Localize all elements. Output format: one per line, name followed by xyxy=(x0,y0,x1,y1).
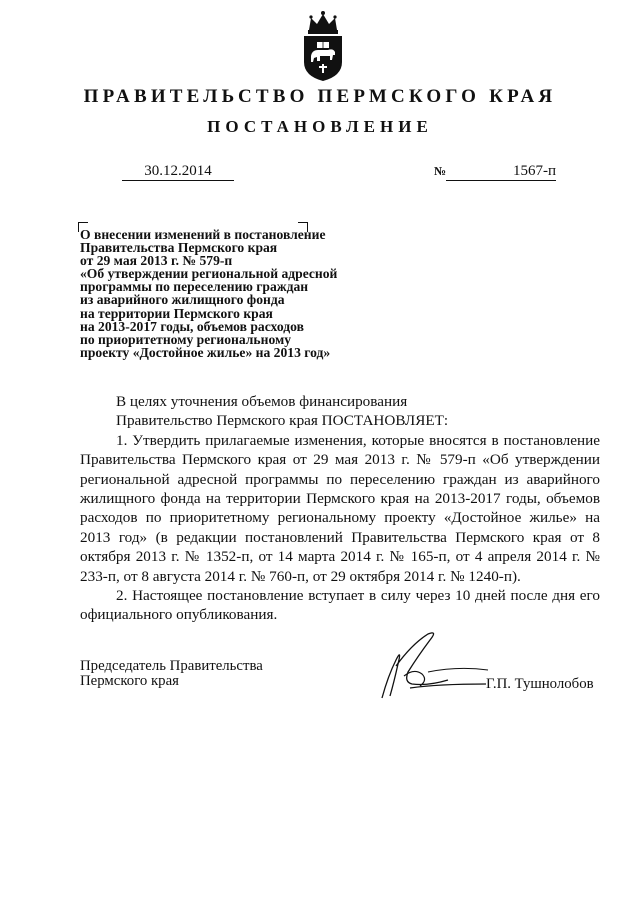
intro-line-1: В целях уточнения объемов финансирования xyxy=(116,393,408,410)
resolution-item-2: 2. Настоящее постановление вступает в силу через 10 дней после дня его официального опубликования. xyxy=(80,587,600,624)
document-body xyxy=(80,392,600,625)
number-sign: № xyxy=(434,164,447,178)
signatory-position xyxy=(80,659,263,689)
document-type: ПОСТАНОВЛЕНИЕ xyxy=(207,117,433,136)
government-title: ПРАВИТЕЛЬСТВО ПЕРМСКОГО КРАЯ xyxy=(83,86,557,107)
position-line-2: Пермского края xyxy=(80,673,179,689)
subject-line: из аварийного жилищного фонда xyxy=(80,292,285,308)
document-date: 30.12.2014 xyxy=(122,162,234,181)
subject-line: Правительства Пермского края xyxy=(80,240,278,256)
signatory-name: Г.П. Тушнолобов xyxy=(486,676,594,692)
handwritten-signature xyxy=(368,626,498,706)
subject-line: «Об утверждении региональной адресной xyxy=(80,266,338,282)
subject-line: проекту «Достойное жилье» на 2013 год» xyxy=(80,344,331,360)
subject-line: на 2013-2017 годы, объемов расходов xyxy=(80,318,304,334)
resolution-item-1: 1. Утвердить прилагаемые изменения, которые вносятся в постановление Правительства Пермского края от 29 мая 2013 г. № 579-п «Об утверждении региональной адресной программы по переселению граждан из аварийного жилищного фонда на территории Пермского края на 2013-2017 годы, объемов расходов по приоритетному региональному проекту «Достойное жилье» на 2013 год» (в редакции постановлений Правительства Пермского края от 8 октября 2013 г. № 1352-п, от 14 марта 2014 г. № 165-п, от 4 апреля 2014 г. № 233-п, от 8 августа 2014 г. № 760-п, от 29 октября 2014 г. № 1240-п). xyxy=(80,431,600,585)
subject-line: на территории Пермского края xyxy=(80,305,273,321)
subject-line: по приоритетному региональному xyxy=(80,331,292,347)
document-number: 1567-п xyxy=(446,162,556,181)
coat-of-arms-emblem xyxy=(298,8,348,82)
document-subject xyxy=(80,228,380,359)
subject-line: О внесении изменений в постановление xyxy=(80,227,326,242)
subject-line: от 29 мая 2013 г. № 579-п xyxy=(80,253,233,269)
subject-line: программы по переселению граждан xyxy=(80,279,309,295)
position-line-1: Председатель Правительства xyxy=(80,658,263,674)
intro-line-2: Правительство Пермского края ПОСТАНОВЛЯЕТ: xyxy=(116,412,449,430)
